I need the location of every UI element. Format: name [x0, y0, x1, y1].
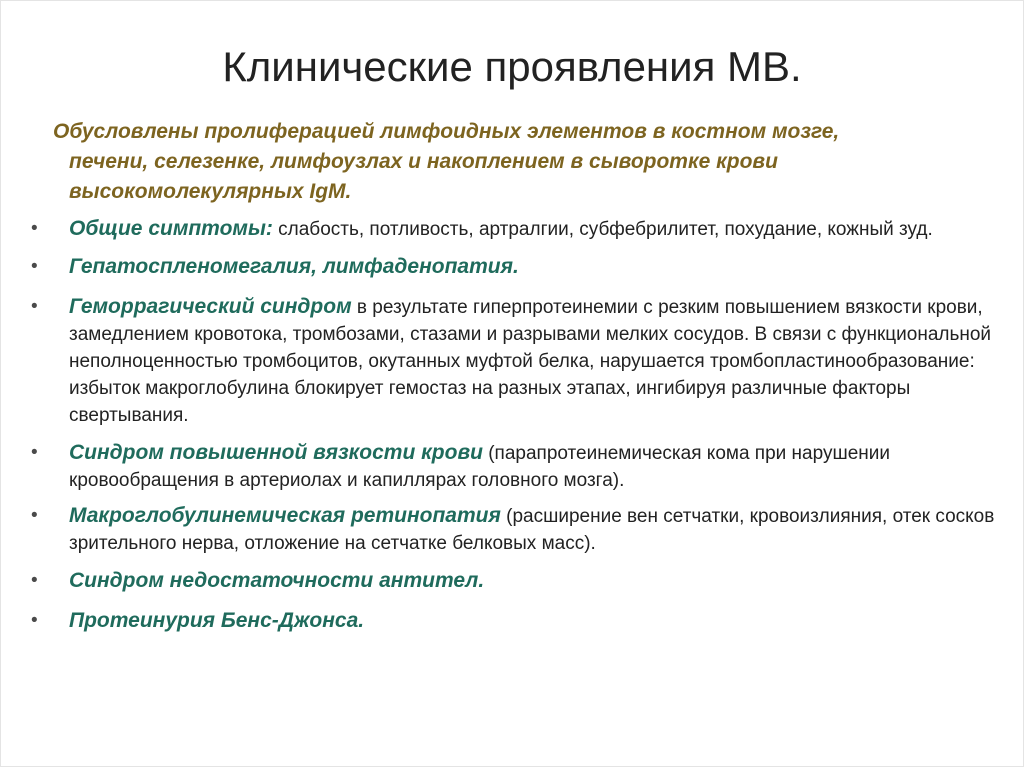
intro-line-2: печени, селезенке, лимфоузлах и накоплением в сыворотке крови высокомолекулярных IgM.	[69, 150, 778, 203]
bullet-term: Гепатоспленомегалия, лимфаденопатия.	[69, 255, 519, 278]
bullet-marker: •	[31, 505, 38, 526]
bullet-item	[31, 215, 1006, 243]
bullet-term: Синдром недостаточности антител.	[69, 569, 485, 592]
bullet-text: слабость, потливость, артралгии, субфебрилитет, похудание, кожный зуд.	[272, 219, 933, 240]
bullet-item	[31, 293, 1006, 429]
bullet-text: (парапротеинемическая кома при нарушении кровообращения в артериолах и капиллярах головного мозга).	[69, 443, 890, 491]
bullet-marker: •	[31, 256, 38, 277]
bullet-marker: •	[31, 570, 38, 591]
bullet-item	[31, 253, 1006, 281]
bullet-term: Общие симптомы:	[69, 217, 273, 240]
bullet-text: в результате гиперпротеинемии с резким повышением вязкости крови, замедлением кровотока, тромбозами, стазами и разрывами мелких сосудов. В связи с функциональной неполноценностью тромбоцитов, окутанных муфтой белка, нарушается тромбопластинообразование: избыток макроглобулина блокирует гемостаз на разных этапах, ингибируя различные факторы свертывания.	[69, 297, 992, 426]
bullet-marker: •	[31, 296, 38, 317]
bullet-term: Синдром повышенной вязкости крови	[69, 441, 483, 464]
intro-line-1: Обусловлены пролиферацией лимфоидных элементов в костном мозге,	[53, 120, 840, 143]
bullet-term: Геморрагический синдром	[69, 295, 352, 318]
bullet-list	[31, 215, 1006, 643]
bullet-term: Протеинурия Бенс-Джонса.	[69, 609, 365, 632]
bullet-text: (расширение вен сетчатки, кровоизлияния, отек сосков зрительного нерва, отложение на сетчатке белковых масс).	[69, 506, 995, 554]
bullet-item	[31, 502, 1006, 557]
bullet-marker: •	[31, 610, 38, 631]
slide-title: Клинические проявления МВ.	[222, 43, 802, 90]
intro-paragraph	[53, 117, 993, 207]
bullet-term: Макроглобулинемическая ретинопатия	[69, 504, 501, 527]
bullet-item	[31, 607, 1006, 635]
bullet-item	[31, 439, 1006, 494]
bullet-item	[31, 567, 1006, 595]
bullet-marker: •	[31, 218, 38, 239]
bullet-marker: •	[31, 442, 38, 463]
